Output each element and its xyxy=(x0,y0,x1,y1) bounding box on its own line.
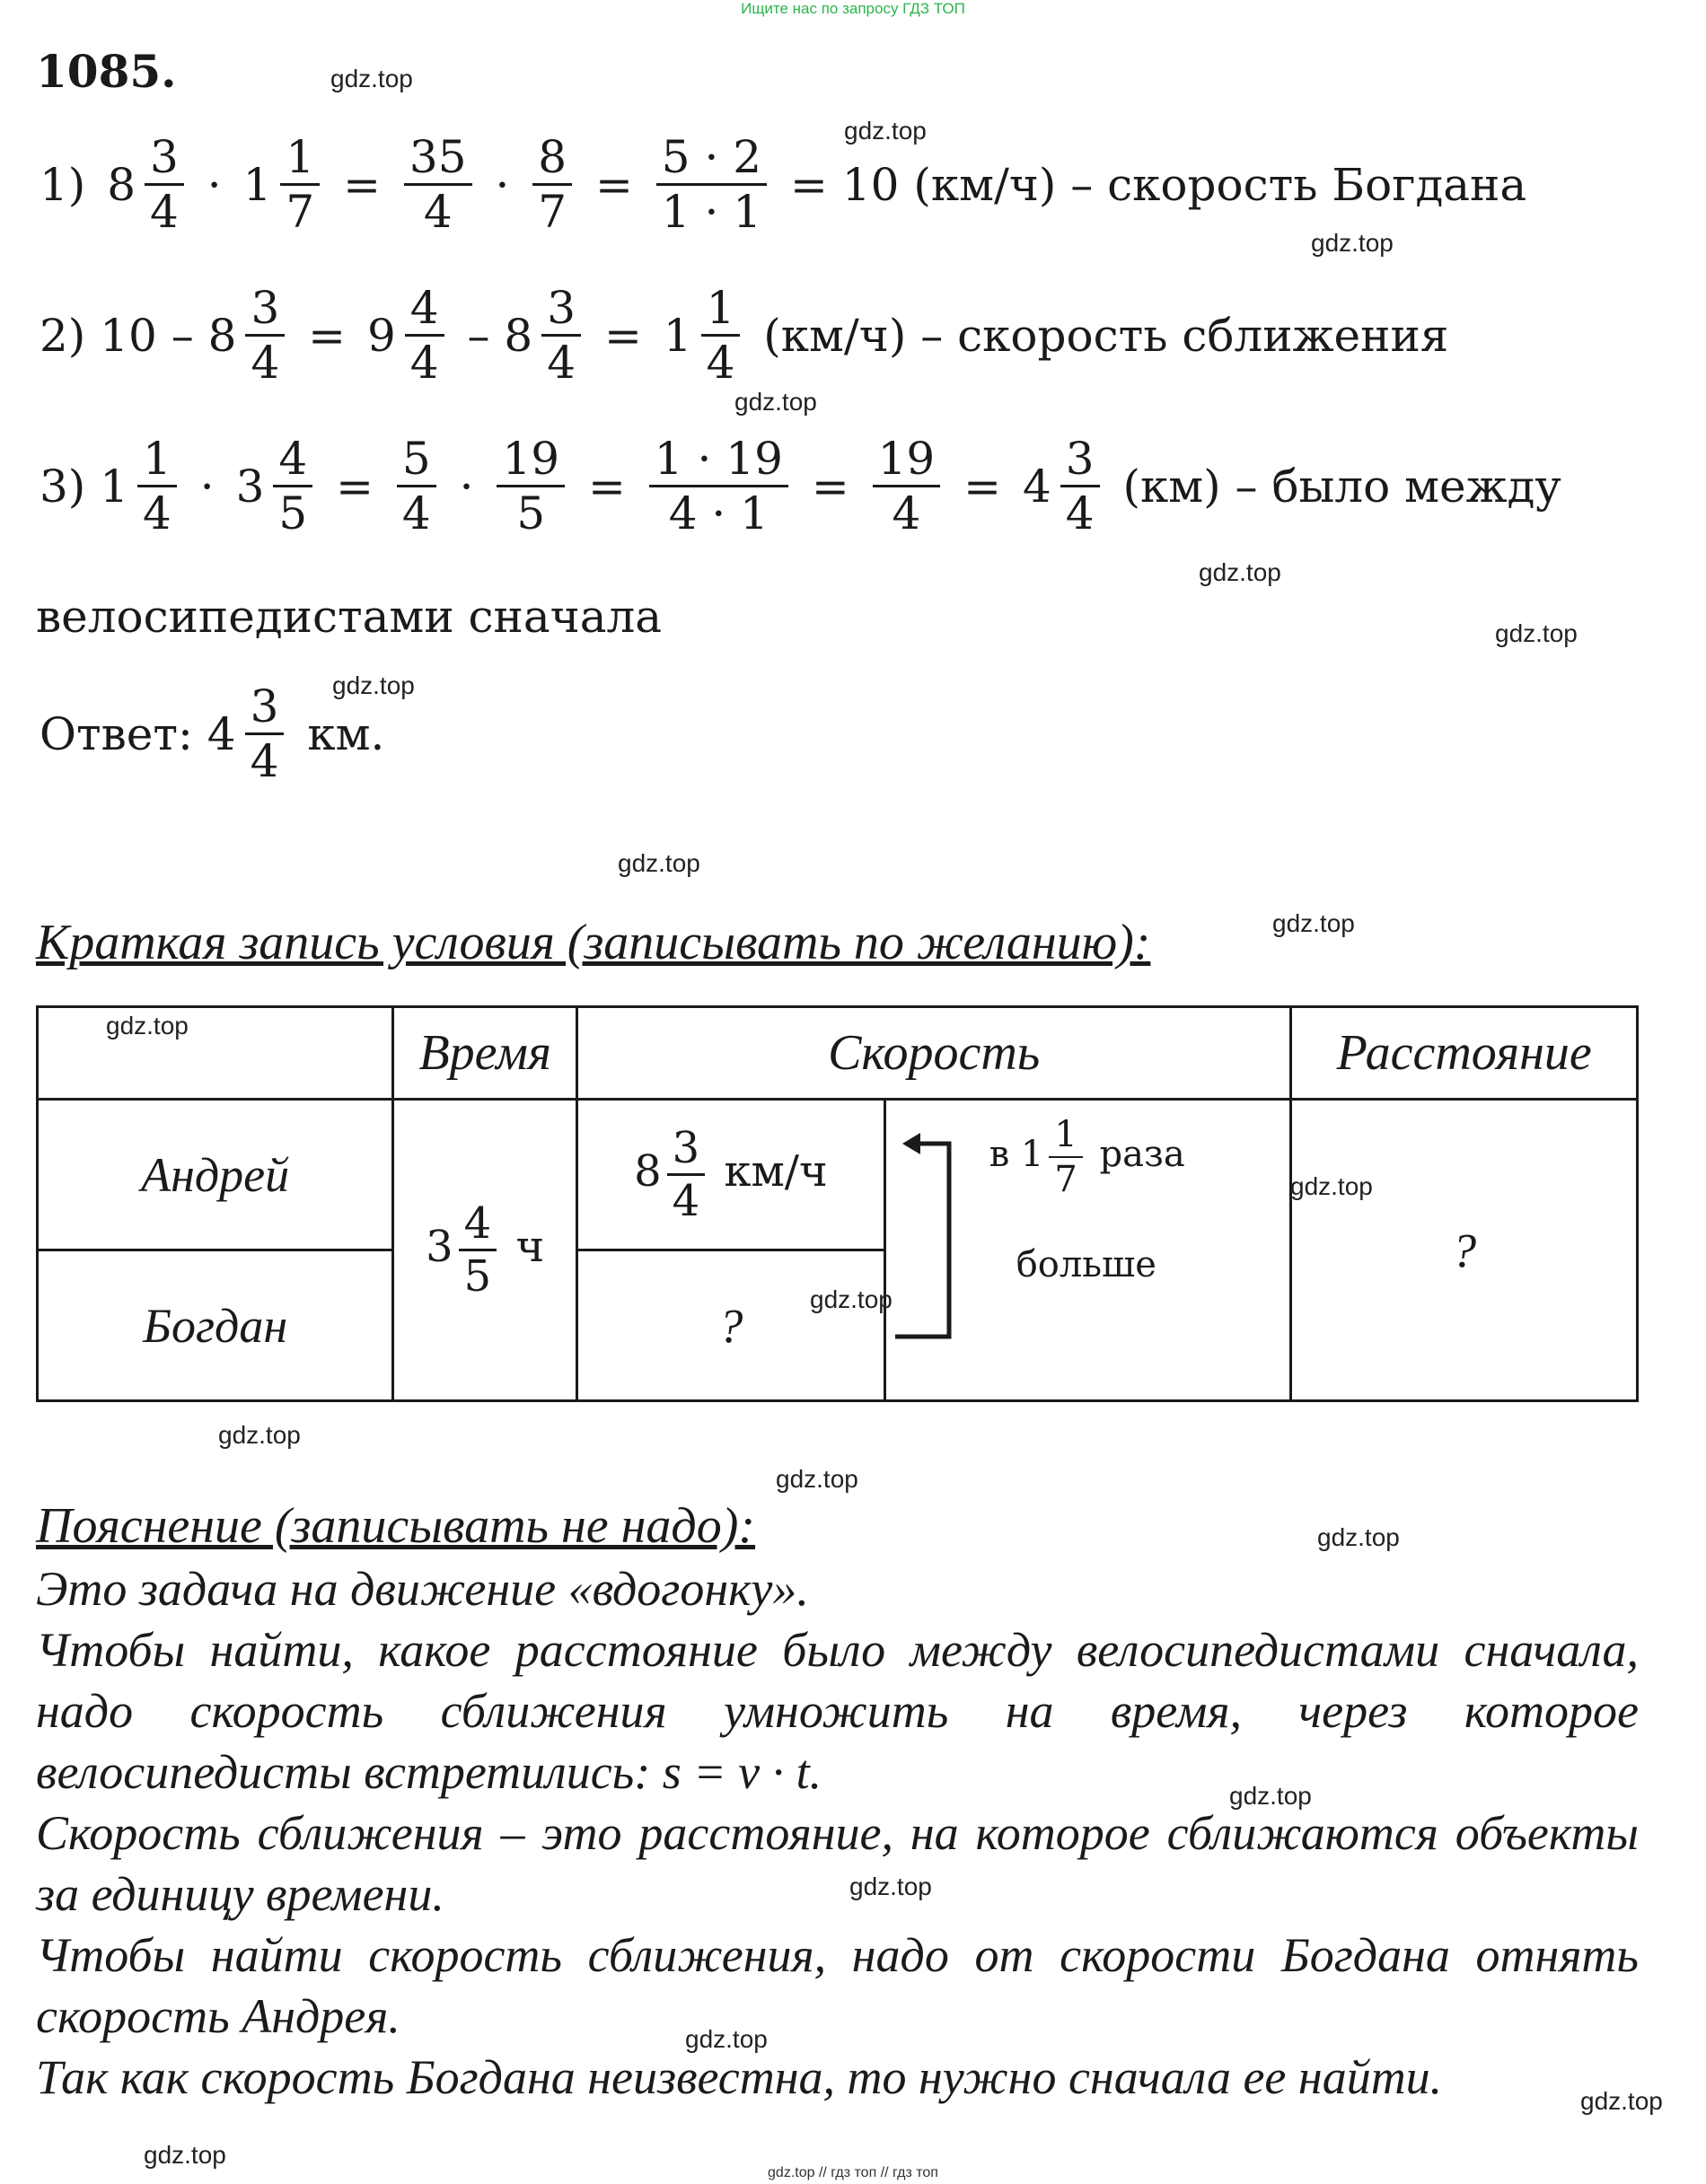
fraction: $\frac{3}{4}$ xyxy=(245,285,285,385)
step-1: 1) 8 $\frac{3}{4}$ · 1 $\frac{1}{7}$ = $\frac{35}{4}$ · $\frac{8}{7}$ = $\frac{5 \cdot 2}{1 \cdot 1}$ = 10 (км/ч) – скорость Богдана xyxy=(40,131,1527,238)
condition-heading: Краткая запись условия (записывать по желанию): xyxy=(36,915,1151,970)
watermark: gdz.top xyxy=(332,671,415,699)
watermark: gdz.top xyxy=(1311,229,1394,257)
fraction: $\frac{5}{4}$ xyxy=(397,436,436,536)
fraction: $\frac{1 \cdot 19}{4 \cdot 1}$ xyxy=(649,436,788,536)
fraction: $\frac{19}{5}$ xyxy=(497,436,565,536)
fraction: $\frac{4}{4}$ xyxy=(405,285,444,385)
watermark: gdz.top xyxy=(810,1285,893,1313)
explanation xyxy=(36,1558,1639,2108)
time-cell: 3 $\frac{4}{5}$ ч xyxy=(393,1100,577,1401)
watermark: gdz.top xyxy=(330,65,413,92)
watermark: gdz.top xyxy=(685,2025,768,2053)
andrey-speed-cell: 8 $\frac{3}{4}$ км/ч xyxy=(577,1100,885,1250)
footer: gdz.top // гдз топ // гдз топ xyxy=(768,2165,938,2180)
fraction: $\frac{8}{7}$ xyxy=(532,135,572,234)
relation-arrow xyxy=(886,1101,967,1397)
row-bogdan: Богдан xyxy=(38,1250,393,1401)
answer: Ответ: 4 $\frac{3}{4}$ км. xyxy=(40,680,385,787)
watermark: gdz.top xyxy=(1199,558,1281,586)
watermark: gdz.top xyxy=(144,2141,226,2169)
condition-table xyxy=(36,1005,1639,1402)
watermark: gdz.top xyxy=(1229,1782,1312,1810)
watermark: gdz.top xyxy=(734,388,817,416)
watermark: gdz.top xyxy=(618,849,700,877)
watermark: gdz.top xyxy=(844,117,927,145)
explanation-line: Скорость сближения – это расстояние, на которое сближаются объекты за единицу времени. xyxy=(36,1806,1639,1921)
relation-text: в 1 $\frac{1}{7}$ раза xyxy=(989,1114,1185,1200)
watermark: gdz.top xyxy=(1272,909,1355,937)
relation-cell xyxy=(884,1100,1291,1401)
relation-text-line2: больше xyxy=(1016,1244,1156,1285)
fraction: $\frac{4}{5}$ xyxy=(273,436,312,536)
watermark: gdz.top xyxy=(218,1421,301,1449)
step-2: 2) 10 – 8 $\frac{3}{4}$ = 9 $\frac{4}{4}$ – 8 $\frac{3}{4}$ = 1 $\frac{1}{4}$ (км/ч) – скорость сближения xyxy=(40,282,1449,389)
fraction: $\frac{3}{4}$ xyxy=(245,684,285,784)
fraction: $\frac{3}{4}$ xyxy=(541,285,581,385)
problem-number: 1085. xyxy=(36,45,177,98)
explanation-heading: Пояснение (записывать не надо): xyxy=(36,1498,756,1554)
watermark: gdz.top xyxy=(106,1012,189,1039)
fraction: $\frac{1}{4}$ xyxy=(701,285,741,385)
header-time: Время xyxy=(393,1007,577,1100)
watermark: gdz.top xyxy=(776,1465,858,1493)
header-speed: Скорость xyxy=(577,1007,1291,1100)
fraction: $\frac{3}{4}$ xyxy=(1060,436,1100,536)
top-banner: Ищите нас по запросу ГДЗ ТОП xyxy=(741,0,965,17)
header-empty xyxy=(38,1007,393,1100)
bogdan-speed-cell: ? xyxy=(577,1250,885,1401)
header-distance: Расстояние xyxy=(1291,1007,1638,1100)
watermark: gdz.top xyxy=(1290,1172,1373,1200)
fraction: $\frac{35}{4}$ xyxy=(404,135,472,234)
watermark: gdz.top xyxy=(1580,2087,1663,2115)
fraction: $\frac{3}{4}$ xyxy=(145,135,184,234)
watermark: gdz.top xyxy=(1495,619,1578,647)
row-andrey: Андрей xyxy=(38,1100,393,1250)
fraction: $\frac{1}{7}$ xyxy=(280,135,320,234)
explanation-line: Чтобы найти скорость сближения, надо от скорости Богдана отнять скорость Андрея. xyxy=(36,1928,1639,2043)
fraction: $\frac{5 \cdot 2}{1 \cdot 1}$ xyxy=(656,135,767,234)
watermark: gdz.top xyxy=(1317,1523,1400,1551)
fraction: $\frac{19}{4}$ xyxy=(873,436,941,536)
distance-cell: ? xyxy=(1291,1100,1638,1401)
watermark: gdz.top xyxy=(849,1873,932,1900)
step-3: 3) 1 $\frac{1}{4}$ · 3 $\frac{4}{5}$ = $\frac{5}{4}$ · $\frac{19}{5}$ = $\frac{1 \cdot 19}{4 \cdot 1}$ = $\frac{19}{4}$ = 4 $\frac{3}{4}$ (км) – было между xyxy=(40,433,1561,539)
explanation-line: Это задача на движение «вдогонку». xyxy=(36,1562,809,1616)
step-3-continuation: велосипедистами сначала xyxy=(36,591,663,643)
explanation-line: Так как скорость Богдана неизвестна, то нужно сначала ее найти. xyxy=(36,2050,1443,2104)
fraction: $\frac{1}{4}$ xyxy=(137,436,177,536)
explanation-line: Чтобы найти, какое расстояние было между велосипедистами сначала, надо скорость сближения умножить на время, через которое велосипедисты встретились: s = v · t. xyxy=(36,1623,1639,1799)
